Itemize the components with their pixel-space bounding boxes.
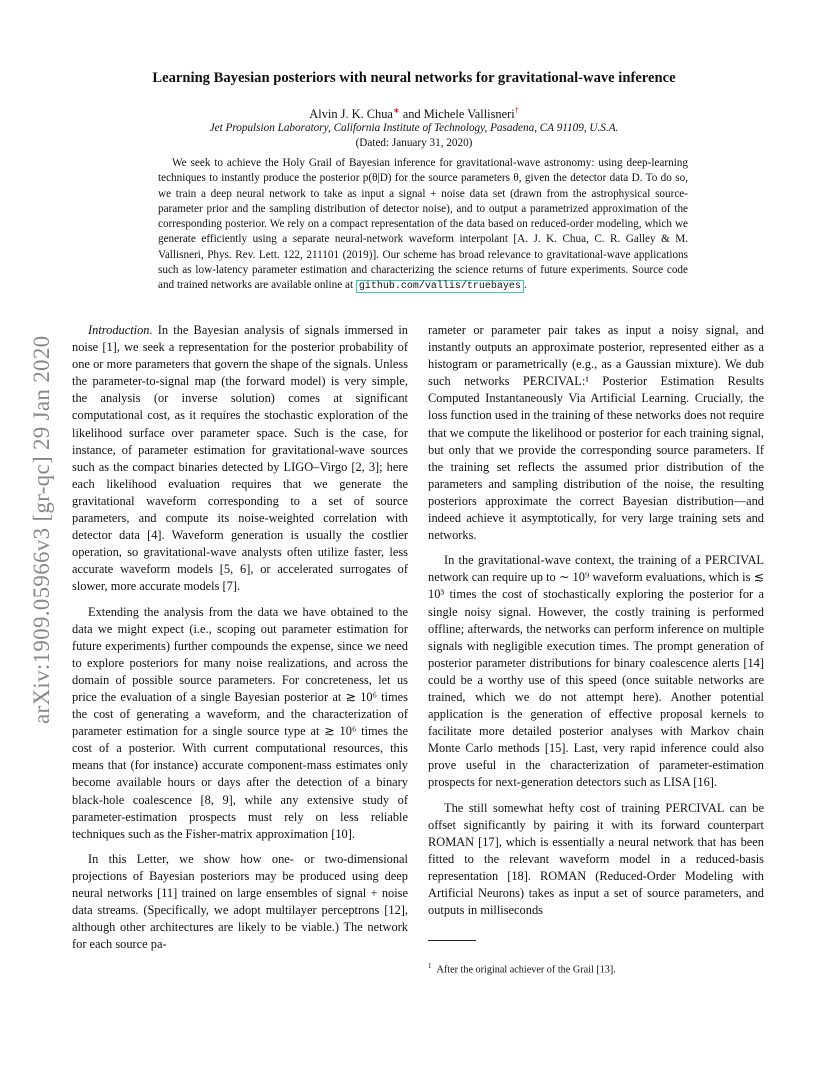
- right-paragraph-1: rameter or parameter pair takes as input a noisy signal, and instantly outputs an approximate posterior, represented either as a histogram or parametrically (e.g., as a Gaussian mixture). We dub such networks PERCIVAL:¹ Posterior Estimation Results Computed Instantaneously Via Artificial Learning. Crucially, the loss function used in the training of these networks does not require that we compute the likelihood or posterior for each training signal, but only that we provide the corresponding source parameters. If the training set reflects the assumed prior distribution of the parameters and sampling distribution of the noise, the resulting posteriors approximate the correct Bayesian distribution—and indeed achieve it asymptotically, for very large training sets and networks.: [428, 323, 764, 543]
- footnote: [428, 962, 764, 975]
- abstract-text: We seek to achieve the Holy Grail of Bayesian inference for gravitational-wave astronomy: using deep-learning techniques to instantly produce the posterior p(θ|D) for the source parameters θ, given the detector data D. To do so, we train a deep neural network to take as input a signal + noise data set (drawn from the astrophysical source-parameter prior and the sampling distribution of detector noise), and to output a parametrized approximation of the corresponding posterior. We rely on a compact representation of the data based on reduced-order modeling, which we generate efficiently using a separate neural-network waveform interpolant [A. J. K. Chua, C. R. Galley & M. Vallisneri, Phys. Rev. Lett. 122, 211101 (2019)]. Our scheme has broad relevance to gravitational-wave applications such as low-latency parameter estimation and characterizing the science returns of future experiments. Source code and trained networks are available online at: [158, 157, 688, 292]
- abstract-end: .: [523, 279, 527, 292]
- paper-title: Learning Bayesian posteriors with neural networks for gravitational-wave inference: [152, 70, 676, 86]
- footnote-rule: [428, 940, 476, 941]
- author-footnote-mark-2[interactable]: †: [514, 106, 519, 115]
- right-column: [428, 322, 764, 927]
- right-paragraph-2: In the gravitational-wave context, the training of a PERCIVAL network can require up to ∼ 10⁹ waveform evaluations, which is ≲ 10³ times the cost of stochastically exploring the posterior for a single noisy signal. However, the costly training is performed offline; afterwards, the networks can perform inference on multiple signals with negligible execution times. The prompt generation of posterior parameter distributions for binary coalescence alerts [14] could be a worthy use of this speed (once suitable networks are trained, which we do not attempt here). Another potential application is the generation of effective proposal kernels to facilitate more detailed posterior analyses with Markov chain Monte Carlo methods [15]. Last, very rapid inference could also prove useful in the characterization of parameter-estimation prospects for next-generation detectors such as LISA [16].: [428, 553, 764, 790]
- intro-paragraph-1: [72, 322, 408, 596]
- author-footnote-mark-1[interactable]: ∗: [392, 106, 400, 115]
- left-column: [72, 322, 408, 961]
- intro-paragraph-2: Extending the analysis from the data we have obtained to the data we might expect (i.e., scoping out parameter estimation for future experiments) further compounds the expense, since we need to explore posteriors for many noise realizations, and across the domain of possible source parameters. For concreteness, let us price the evaluation of a single Bayesian posterior at ≳ 10⁶ times the cost of generating a waveform, and the characterization of parameter estimation for a single source type at ≳ 10⁶ times the cost of a posterior. With current computational resources, this means that (for instance) accurate component-mass estimates only become available hours or days after the detection of a binary black-hole coalescence [8, 9], while any extensive study of parameter-estimation prospects must rely on less reliable techniques such as the Fisher-matrix approximation [10].: [72, 604, 408, 841]
- affiliation: Jet Propulsion Laboratory, California Institute of Technology, Pasadena, CA 91109, U.S.A.: [209, 122, 619, 134]
- author-line: [0, 106, 828, 122]
- right-paragraph-3: The still somewhat hefty cost of training PERCIVAL can be offset significantly by pairing it with its forward counterpart ROMAN [17], which is essentially a neural network that has been fitted to the relevant waveform model in a reduced-basis representation [18]. ROMAN (Reduced-Order Modeling with Artificial Neurons) takes as input a set of source parameters, and outputs in milliseconds: [428, 800, 764, 918]
- date-line: (Dated: January 31, 2020): [355, 137, 473, 149]
- arxiv-identifier-stamp: arXiv:1909.05966v3 [gr-qc] 29 Jan 2020: [29, 335, 54, 725]
- source-code-link[interactable]: github.com/vallis/truebayes: [356, 280, 524, 293]
- footnote-text: After the original achiever of the Grail [13].: [436, 964, 616, 976]
- intro-paragraph-1-text: In the Bayesian analysis of signals immersed in noise [1], we seek a representation for the posterior probability of one or more parameters that govern the shape of the signals. Unless the parameter-to-signal map (the forward model) is very simple, the analysis (or inverse solution) comes at significant computational cost, as it requires the stochastic exploration of the likelihood surface over parameter space. Such is the case, for instance, of parameter estimation for gravitational-wave sources such as the compact binaries detected by LIGO–Virgo [2, 3]; here each likelihood evaluation requires that we generate the gravitational waveform corresponding to a set of source parameters, and compute its noise-weighted correlation with detector data [4]. Waveform generation is usually the costlier operation, so gravitational-wave analysts often utilize faster, less accurate waveform models [5, 6], or accelerated surrogates of slower, more accurate models [7].: [72, 323, 408, 594]
- author-name-1[interactable]: Alvin J. K. Chua: [309, 107, 393, 122]
- footnote-number: 1: [428, 962, 432, 970]
- intro-paragraph-3: In this Letter, we show how one- or two-dimensional projections of Bayesian posteriors may be produced using deep neural networks [11] trained on large ensembles of signal + noise data streams. (Specifically, we adopt multilayer perceptrons [12], although other architectures are likely to be viable.) The network for each source pa-: [72, 851, 408, 952]
- author-connector: and: [399, 107, 424, 122]
- author-name-2[interactable]: Michele Vallisneri: [423, 107, 515, 122]
- abstract: [158, 156, 688, 295]
- introduction-label: Introduction.: [88, 323, 153, 337]
